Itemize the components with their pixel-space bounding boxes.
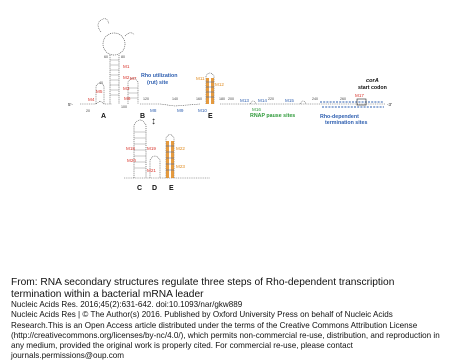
marker-m20: M20 — [127, 158, 136, 163]
start-codon-label: start codon — [358, 85, 387, 91]
pos-160: 160 — [196, 97, 202, 101]
pos-60: 60 — [104, 55, 108, 59]
stem-loop-e-lower — [166, 135, 174, 179]
cora-label: corA — [366, 78, 379, 84]
marker-m1: M1 — [123, 64, 130, 69]
pos-200: 200 — [228, 97, 234, 101]
lower-markers-orange — [176, 146, 185, 169]
pos-220: 220 — [268, 97, 274, 101]
caption-license: Nucleic Acids Res | © The Author(s) 2016. Published by Oxford University Press on behalf of Nucleic Acids Research.This is an Open Access article distributed under the terms of the Creative Commons Attribution License (http://creativecommons.org/licenses/by-nc/4.0/), which permits non-commercial re-use, distribution, and reproduction in any medium, provided the original work is properly cited. For commercial re-use, please contact journals.permissions@oup.com — [11, 310, 440, 361]
pos-40: 40 — [99, 81, 103, 85]
marker-m11: M11 — [196, 76, 205, 81]
five-prime-label: 5'- — [68, 102, 73, 107]
pos-80: 80 — [121, 55, 125, 59]
marker-m23: M23 — [176, 164, 185, 169]
upper-markers-far — [355, 93, 364, 98]
rut-site-label: (rut) site — [147, 80, 169, 86]
pos-20: 20 — [86, 109, 90, 113]
marker-m10: M10 — [198, 108, 207, 113]
upper-markers-orange — [196, 76, 224, 87]
pos-120: 120 — [143, 97, 149, 101]
stem-label-b: B — [140, 113, 146, 120]
marker-m14: M14 — [258, 98, 267, 103]
pos-260: 260 — [340, 97, 346, 101]
marker-m21: M21 — [147, 168, 156, 173]
stem-label-d: D — [152, 185, 158, 192]
stem-label-a: A — [101, 113, 107, 120]
pos-180: 180 — [219, 97, 225, 101]
termination-sites-bar — [320, 102, 384, 107]
stem-label-c: C — [137, 185, 143, 192]
marker-m3: M3 — [123, 86, 130, 91]
marker-m22: M22 — [176, 146, 185, 151]
figure-caption — [11, 277, 443, 361]
stem-label-e: E — [208, 113, 213, 120]
termination-sites-label: termination sites — [325, 120, 368, 126]
stem-loop-e-upper — [206, 73, 214, 104]
marker-m19: M19 — [147, 146, 156, 151]
upper-markers-green — [252, 107, 261, 112]
pos-240: 240 — [312, 97, 318, 101]
upper-markers-blue — [150, 108, 207, 113]
marker-m16: M16 — [252, 107, 261, 112]
marker-m9: M9 — [177, 108, 184, 113]
marker-m8: M8 — [150, 108, 157, 113]
marker-m5: M5 — [96, 89, 103, 94]
caption-citation: Nucleic Acids Res. 2016;45(2):631-642. doi:10.1093/nar/gkw889 — [11, 300, 243, 310]
marker-m4: M4 — [88, 97, 95, 102]
marker-m13: M13 — [240, 98, 249, 103]
marker-m6: M6 — [124, 96, 131, 101]
marker-m7: M7 — [130, 76, 137, 81]
rnap-pause-sites-label: RNAP pause sites — [250, 113, 296, 119]
marker-m18: M18 — [126, 146, 135, 151]
marker-m12: M12 — [215, 82, 224, 87]
pos-140: 140 — [172, 97, 178, 101]
marker-m15: M15 — [285, 98, 294, 103]
marker-m17: M17 — [355, 93, 364, 98]
rho-dependent-label: Rho-dependent — [320, 114, 359, 120]
caption-title: From: RNA secondary structures regulate three steps of Rho-dependent transcription termination within a bacterial mRNA leader — [11, 277, 395, 300]
three-prime-label: -3' — [387, 102, 392, 107]
rho-utilization-label: Rho utilization — [141, 73, 178, 79]
marker-m2: M2 — [123, 75, 130, 80]
stem-label-e-lower: E — [169, 185, 174, 192]
pos-100: 100 — [121, 105, 127, 109]
upper-markers — [88, 64, 137, 102]
swap-arrow-icon: ↕ — [151, 116, 156, 127]
